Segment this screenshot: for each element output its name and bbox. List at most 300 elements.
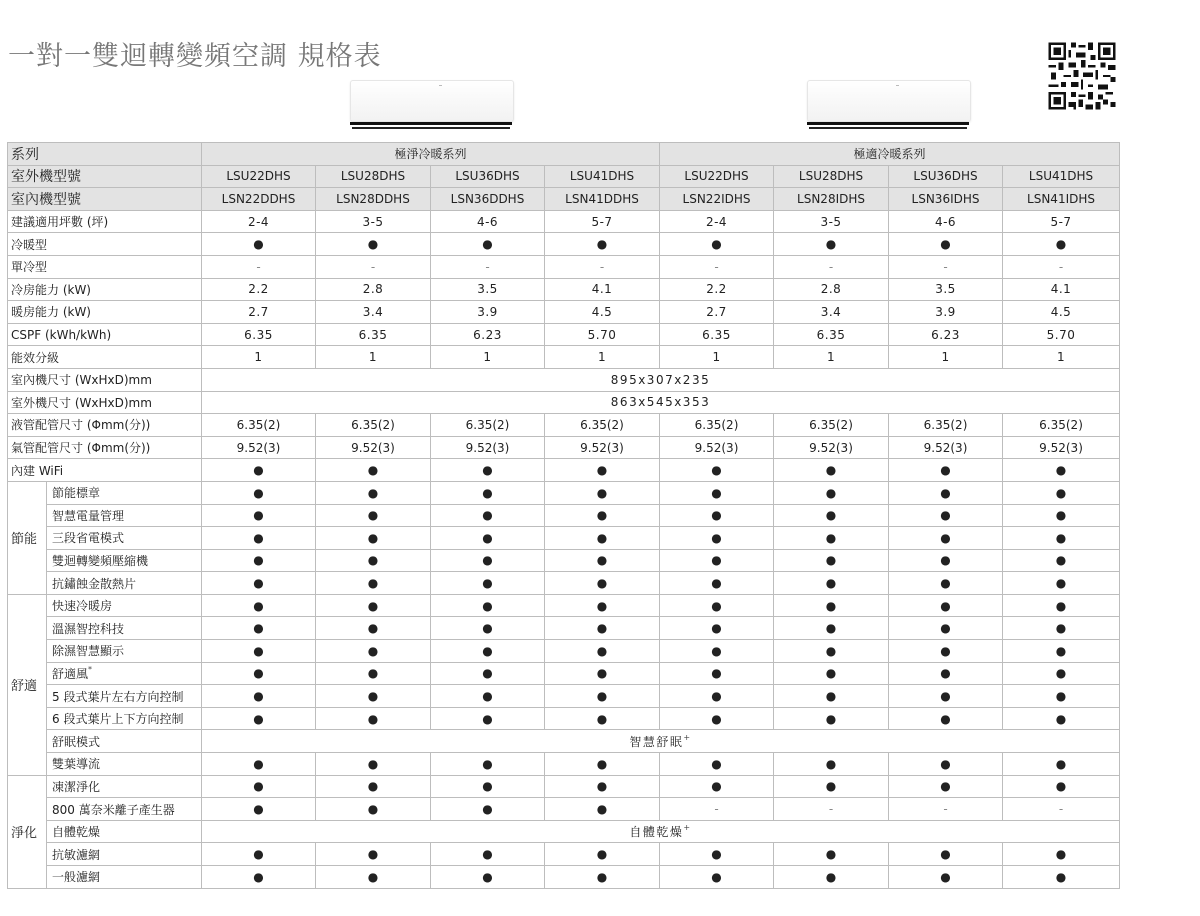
bullet-mark: ●	[889, 504, 1003, 527]
value-cell: 3.5	[431, 278, 545, 301]
bullet-mark: ●	[545, 662, 660, 685]
feature-label: 雙葉導流	[47, 753, 202, 776]
value-cell: 6.23	[431, 323, 545, 346]
bullet-mark: ●	[545, 481, 660, 504]
bullet-mark: ●	[889, 617, 1003, 640]
table-row	[8, 685, 1120, 708]
bullet-mark: ●	[316, 866, 431, 889]
table-row	[8, 730, 1120, 753]
self-dry-value: 自體乾燥+	[202, 820, 1120, 843]
bullet-mark: ●	[774, 594, 889, 617]
row-label-series: 系列	[8, 143, 202, 166]
bullet-mark: ●	[660, 685, 774, 708]
value-cell: LSU36DHS	[431, 165, 545, 188]
table-cell: 單冷型	[8, 255, 202, 278]
bullet-mark: ●	[202, 617, 316, 640]
table-cell: CSPF (kWh/kWh)	[8, 323, 202, 346]
feature-label: 5 段式葉片左右方向控制	[47, 685, 202, 708]
bullet-mark: ●	[660, 775, 774, 798]
bullet-mark: ●	[889, 527, 1003, 550]
bullet-mark: ●	[774, 549, 889, 572]
bullet-mark: ●	[202, 572, 316, 595]
bullet-mark: ●	[774, 504, 889, 527]
value-cell: 2.7	[660, 301, 774, 324]
value-cell: 4-6	[431, 210, 545, 233]
value-cell: 1	[202, 346, 316, 369]
value-cell: 9.52(3)	[431, 436, 545, 459]
feature-label: 快速冷暖房	[47, 594, 202, 617]
bullet-mark: ●	[316, 504, 431, 527]
table-row	[8, 255, 1120, 278]
value-cell: 1	[774, 346, 889, 369]
value-cell: 6.35(2)	[202, 414, 316, 437]
table-row	[8, 459, 1120, 482]
bullet-mark: ●	[660, 707, 774, 730]
bullet-mark: ●	[545, 798, 660, 821]
table-row	[8, 572, 1120, 595]
table-row	[8, 143, 1120, 166]
sleep-mode-value: 智慧舒眠+	[202, 730, 1120, 753]
row-label-indoor-model: 室內機型號	[8, 188, 202, 211]
dash-mark: -	[1003, 255, 1120, 278]
feature-label: 溫濕智控科技	[47, 617, 202, 640]
bullet-mark: ●	[431, 233, 545, 256]
bullet-mark: ●	[202, 843, 316, 866]
dash-mark: -	[660, 255, 774, 278]
bullet-mark: ●	[431, 617, 545, 640]
bullet-mark: ●	[545, 843, 660, 866]
bullet-mark: ●	[889, 572, 1003, 595]
bullet-mark: ●	[1003, 481, 1120, 504]
value-cell: 3-5	[316, 210, 431, 233]
dash-mark: -	[316, 255, 431, 278]
bullet-mark: ●	[889, 707, 1003, 730]
bullet-mark: ●	[1003, 866, 1120, 889]
bullet-mark: ●	[316, 572, 431, 595]
bullet-mark: ●	[889, 459, 1003, 482]
bullet-mark: ●	[660, 233, 774, 256]
bullet-mark: ●	[545, 617, 660, 640]
bullet-mark: ●	[774, 843, 889, 866]
footnote-mark: *	[88, 664, 93, 674]
table-row	[8, 594, 1120, 617]
feature-label: 舒眠模式	[47, 730, 202, 753]
bullet-mark: ●	[1003, 233, 1120, 256]
value-cell: 4-6	[889, 210, 1003, 233]
feature-label: 抗鏽蝕金散熱片	[47, 572, 202, 595]
value-cell: 1	[889, 346, 1003, 369]
table-cell: 冷房能力 (kW)	[8, 278, 202, 301]
indoor-size-value: 895x307x235	[202, 368, 1120, 391]
qr-code-icon[interactable]	[1046, 40, 1118, 112]
value-cell: 3.9	[889, 301, 1003, 324]
bullet-mark: ●	[545, 685, 660, 708]
bullet-mark: ●	[774, 527, 889, 550]
bullet-mark: ●	[202, 662, 316, 685]
bullet-mark: ●	[774, 685, 889, 708]
value-cell: 4.5	[545, 301, 660, 324]
bullet-mark: ●	[545, 549, 660, 572]
value-cell: 6.35(2)	[1003, 414, 1120, 437]
bullet-mark: ●	[660, 866, 774, 889]
bullet-mark: ●	[660, 527, 774, 550]
bullet-mark: ●	[202, 753, 316, 776]
table-cell: 液管配管尺寸 (Φmm(分))	[8, 414, 202, 437]
outdoor-size-value: 863x545x353	[202, 391, 1120, 414]
value-cell: 6.35(2)	[660, 414, 774, 437]
dash-mark: -	[545, 255, 660, 278]
bullet-mark: ●	[774, 640, 889, 663]
table-row	[8, 188, 1120, 211]
bullet-mark: ●	[889, 753, 1003, 776]
value-cell: 2.7	[202, 301, 316, 324]
bullet-mark: ●	[202, 233, 316, 256]
table-row	[8, 233, 1120, 256]
dash-mark: -	[774, 255, 889, 278]
value-cell: 2.2	[660, 278, 774, 301]
bullet-mark: ●	[545, 527, 660, 550]
value-cell: LSU36DHS	[889, 165, 1003, 188]
feature-label: 節能標章	[47, 481, 202, 504]
bullet-mark: ●	[1003, 843, 1120, 866]
bullet-mark: ●	[1003, 753, 1120, 776]
bullet-mark: ●	[1003, 572, 1120, 595]
value-cell: LSN28IDHS	[774, 188, 889, 211]
value-cell: 9.52(3)	[774, 436, 889, 459]
bullet-mark: ●	[1003, 549, 1120, 572]
value-cell: 3-5	[774, 210, 889, 233]
bullet-mark: ●	[431, 481, 545, 504]
table-row	[8, 753, 1120, 776]
bullet-mark: ●	[316, 798, 431, 821]
bullet-mark: ●	[1003, 504, 1120, 527]
dash-mark: -	[660, 798, 774, 821]
dash-mark: -	[1003, 798, 1120, 821]
bullet-mark: ●	[316, 662, 431, 685]
value-cell: LSU28DHS	[774, 165, 889, 188]
bullet-mark: ●	[1003, 775, 1120, 798]
feature-label: 除濕智慧顯示	[47, 640, 202, 663]
value-cell: 6.35(2)	[774, 414, 889, 437]
bullet-mark: ●	[431, 527, 545, 550]
value-cell: 9.52(3)	[1003, 436, 1120, 459]
dash-mark: -	[202, 255, 316, 278]
table-row	[8, 278, 1120, 301]
table-row	[8, 504, 1120, 527]
bullet-mark: ●	[431, 798, 545, 821]
bullet-mark: ●	[1003, 707, 1120, 730]
value-cell: 5-7	[1003, 210, 1120, 233]
value-cell: 6.35	[774, 323, 889, 346]
value-cell: LSU22DHS	[660, 165, 774, 188]
value-cell: 1	[545, 346, 660, 369]
page-title: 一對一雙迴轉變頻空調 規格表	[8, 41, 382, 72]
bullet-mark: ●	[545, 459, 660, 482]
value-cell: 1	[431, 346, 545, 369]
value-cell: 9.52(3)	[202, 436, 316, 459]
bullet-mark: ●	[431, 775, 545, 798]
bullet-mark: ●	[431, 866, 545, 889]
value-cell: 5.70	[545, 323, 660, 346]
value-cell: 2-4	[660, 210, 774, 233]
bullet-mark: ●	[316, 459, 431, 482]
bullet-mark: ●	[202, 798, 316, 821]
value-cell: 1	[316, 346, 431, 369]
value-cell: LSN41IDHS	[1003, 188, 1120, 211]
row-label-outdoor-model: 室外機型號	[8, 165, 202, 188]
bullet-mark: ●	[1003, 459, 1120, 482]
table-row	[8, 866, 1120, 889]
bullet-mark: ●	[316, 233, 431, 256]
bullet-mark: ●	[202, 640, 316, 663]
bullet-mark: ●	[431, 707, 545, 730]
bullet-mark: ●	[202, 459, 316, 482]
table-row	[8, 414, 1120, 437]
dash-mark: -	[889, 255, 1003, 278]
bullet-mark: ●	[431, 594, 545, 617]
group-label-comfort: 舒適	[8, 594, 47, 775]
dash-mark: -	[431, 255, 545, 278]
bullet-mark: ●	[889, 685, 1003, 708]
value-cell: 1	[1003, 346, 1120, 369]
bullet-mark: ●	[316, 549, 431, 572]
feature-label: 三段省電模式	[47, 527, 202, 550]
value-cell: 6.35(2)	[545, 414, 660, 437]
feature-label: 舒適風*	[47, 662, 202, 685]
series-header-left: 極淨冷暖系列	[202, 143, 660, 166]
bullet-mark: ●	[1003, 594, 1120, 617]
value-cell: 6.35	[316, 323, 431, 346]
value-cell: LSN41DDHS	[545, 188, 660, 211]
series-header-right: 極適冷暖系列	[660, 143, 1120, 166]
bullet-mark: ●	[316, 685, 431, 708]
value-cell: 6.35	[660, 323, 774, 346]
bullet-mark: ●	[316, 753, 431, 776]
bullet-mark: ●	[889, 594, 1003, 617]
bullet-mark: ●	[431, 662, 545, 685]
value-cell: 5.70	[1003, 323, 1120, 346]
bullet-mark: ●	[889, 866, 1003, 889]
value-cell: 6.35	[202, 323, 316, 346]
bullet-mark: ●	[202, 866, 316, 889]
value-cell: 4.1	[545, 278, 660, 301]
bullet-mark: ●	[889, 640, 1003, 663]
bullet-mark: ●	[202, 707, 316, 730]
value-cell: LSN36IDHS	[889, 188, 1003, 211]
footnote-mark: +	[683, 732, 692, 742]
table-row	[8, 481, 1120, 504]
bullet-mark: ●	[316, 527, 431, 550]
bullet-mark: ●	[545, 775, 660, 798]
table-row	[8, 707, 1120, 730]
table-cell: 能效分級	[8, 346, 202, 369]
value-cell: 1	[660, 346, 774, 369]
bullet-mark: ●	[431, 572, 545, 595]
bullet-mark: ●	[1003, 617, 1120, 640]
value-cell: 3.9	[431, 301, 545, 324]
bullet-mark: ●	[545, 572, 660, 595]
bullet-mark: ●	[545, 594, 660, 617]
bullet-mark: ●	[889, 233, 1003, 256]
table-row	[8, 368, 1120, 391]
value-cell: LSU41DHS	[545, 165, 660, 188]
feature-label: 自體乾燥	[47, 820, 202, 843]
group-label-energy: 節能	[8, 481, 47, 594]
bullet-mark: ●	[889, 843, 1003, 866]
dash-mark: -	[774, 798, 889, 821]
bullet-mark: ●	[660, 549, 774, 572]
table-row	[8, 820, 1120, 843]
table-row	[8, 165, 1120, 188]
bullet-mark: ●	[316, 481, 431, 504]
table-row	[8, 662, 1120, 685]
bullet-mark: ●	[774, 572, 889, 595]
value-cell: 2-4	[202, 210, 316, 233]
bullet-mark: ●	[660, 753, 774, 776]
table-row	[8, 798, 1120, 821]
value-cell: LSN22DDHS	[202, 188, 316, 211]
table-cell: 冷暖型	[8, 233, 202, 256]
value-cell: 6.35(2)	[431, 414, 545, 437]
value-cell: 4.5	[1003, 301, 1120, 324]
bullet-mark: ●	[774, 481, 889, 504]
feature-label: 智慧電量管理	[47, 504, 202, 527]
value-cell: 2.2	[202, 278, 316, 301]
bullet-mark: ●	[660, 504, 774, 527]
table-row	[8, 527, 1120, 550]
bullet-mark: ●	[316, 594, 431, 617]
spec-table	[7, 142, 1120, 889]
bullet-mark: ●	[545, 233, 660, 256]
value-cell: 9.52(3)	[660, 436, 774, 459]
bullet-mark: ●	[431, 549, 545, 572]
value-cell: 6.35(2)	[889, 414, 1003, 437]
bullet-mark: ●	[660, 843, 774, 866]
bullet-mark: ●	[660, 617, 774, 640]
feature-label: 抗敏濾網	[47, 843, 202, 866]
table-cell: 內建 WiFi	[8, 459, 202, 482]
bullet-mark: ●	[202, 504, 316, 527]
bullet-mark: ●	[889, 549, 1003, 572]
group-label-purify: 淨化	[8, 775, 47, 888]
bullet-mark: ●	[889, 662, 1003, 685]
bullet-mark: ●	[1003, 685, 1120, 708]
bullet-mark: ●	[660, 572, 774, 595]
bullet-mark: ●	[316, 843, 431, 866]
footnote-mark: +	[683, 823, 692, 833]
bullet-mark: ●	[202, 549, 316, 572]
bullet-mark: ●	[660, 459, 774, 482]
table-row	[8, 640, 1120, 663]
value-cell: 4.1	[1003, 278, 1120, 301]
bullet-mark: ●	[545, 866, 660, 889]
table-row	[8, 549, 1120, 572]
bullet-mark: ●	[660, 662, 774, 685]
table-cell: 暖房能力 (kW)	[8, 301, 202, 324]
value-cell: 6.23	[889, 323, 1003, 346]
bullet-mark: ●	[774, 707, 889, 730]
bullet-mark: ●	[431, 753, 545, 776]
bullet-mark: ●	[774, 617, 889, 640]
feature-label: 800 萬奈米離子產生器	[47, 798, 202, 821]
bullet-mark: ●	[316, 775, 431, 798]
bullet-mark: ●	[431, 504, 545, 527]
table-row	[8, 210, 1120, 233]
indoor-unit-image-left	[350, 80, 512, 132]
value-cell: LSU28DHS	[316, 165, 431, 188]
value-cell: LSN36DDHS	[431, 188, 545, 211]
bullet-mark: ●	[660, 640, 774, 663]
dash-mark: -	[889, 798, 1003, 821]
bullet-mark: ●	[431, 640, 545, 663]
value-cell: 3.5	[889, 278, 1003, 301]
table-row	[8, 436, 1120, 459]
bullet-mark: ●	[431, 685, 545, 708]
bullet-mark: ●	[660, 481, 774, 504]
table-row	[8, 346, 1120, 369]
bullet-mark: ●	[316, 640, 431, 663]
bullet-mark: ●	[202, 481, 316, 504]
feature-label: 一般濾網	[47, 866, 202, 889]
table-cell: 氣管配管尺寸 (Φmm(分))	[8, 436, 202, 459]
table-row	[8, 617, 1120, 640]
value-cell: 9.52(3)	[545, 436, 660, 459]
bullet-mark: ●	[431, 459, 545, 482]
bullet-mark: ●	[545, 753, 660, 776]
value-cell: LSN22IDHS	[660, 188, 774, 211]
bullet-mark: ●	[774, 233, 889, 256]
value-cell: 3.4	[774, 301, 889, 324]
bullet-mark: ●	[202, 527, 316, 550]
value-cell: 6.35(2)	[316, 414, 431, 437]
bullet-mark: ●	[1003, 640, 1120, 663]
bullet-mark: ●	[316, 707, 431, 730]
feature-label: 雙迴轉變頻壓縮機	[47, 549, 202, 572]
bullet-mark: ●	[774, 753, 889, 776]
feature-label: 6 段式葉片上下方向控制	[47, 707, 202, 730]
bullet-mark: ●	[431, 843, 545, 866]
table-row	[8, 775, 1120, 798]
bullet-mark: ●	[1003, 527, 1120, 550]
table-row	[8, 843, 1120, 866]
spec-table-body	[8, 143, 1120, 889]
bullet-mark: ●	[774, 866, 889, 889]
bullet-mark: ●	[1003, 662, 1120, 685]
bullet-mark: ●	[545, 707, 660, 730]
bullet-mark: ●	[660, 594, 774, 617]
value-cell: 2.8	[774, 278, 889, 301]
bullet-mark: ●	[889, 775, 1003, 798]
bullet-mark: ●	[545, 504, 660, 527]
bullet-mark: ●	[202, 594, 316, 617]
indoor-unit-image-right	[807, 80, 969, 132]
table-row	[8, 391, 1120, 414]
table-cell: 室內機尺寸 (WxHxD)mm	[8, 368, 202, 391]
value-cell: LSU41DHS	[1003, 165, 1120, 188]
bullet-mark: ●	[889, 481, 1003, 504]
value-cell: 9.52(3)	[316, 436, 431, 459]
value-cell: 3.4	[316, 301, 431, 324]
bullet-mark: ●	[774, 459, 889, 482]
table-cell: 室外機尺寸 (WxHxD)mm	[8, 391, 202, 414]
value-cell: 5-7	[545, 210, 660, 233]
table-row	[8, 301, 1120, 324]
qr-code-block[interactable]	[1046, 40, 1120, 112]
value-cell: 9.52(3)	[889, 436, 1003, 459]
table-cell: 建議適用坪數 (坪)	[8, 210, 202, 233]
value-cell: LSU22DHS	[202, 165, 316, 188]
value-cell: 2.8	[316, 278, 431, 301]
